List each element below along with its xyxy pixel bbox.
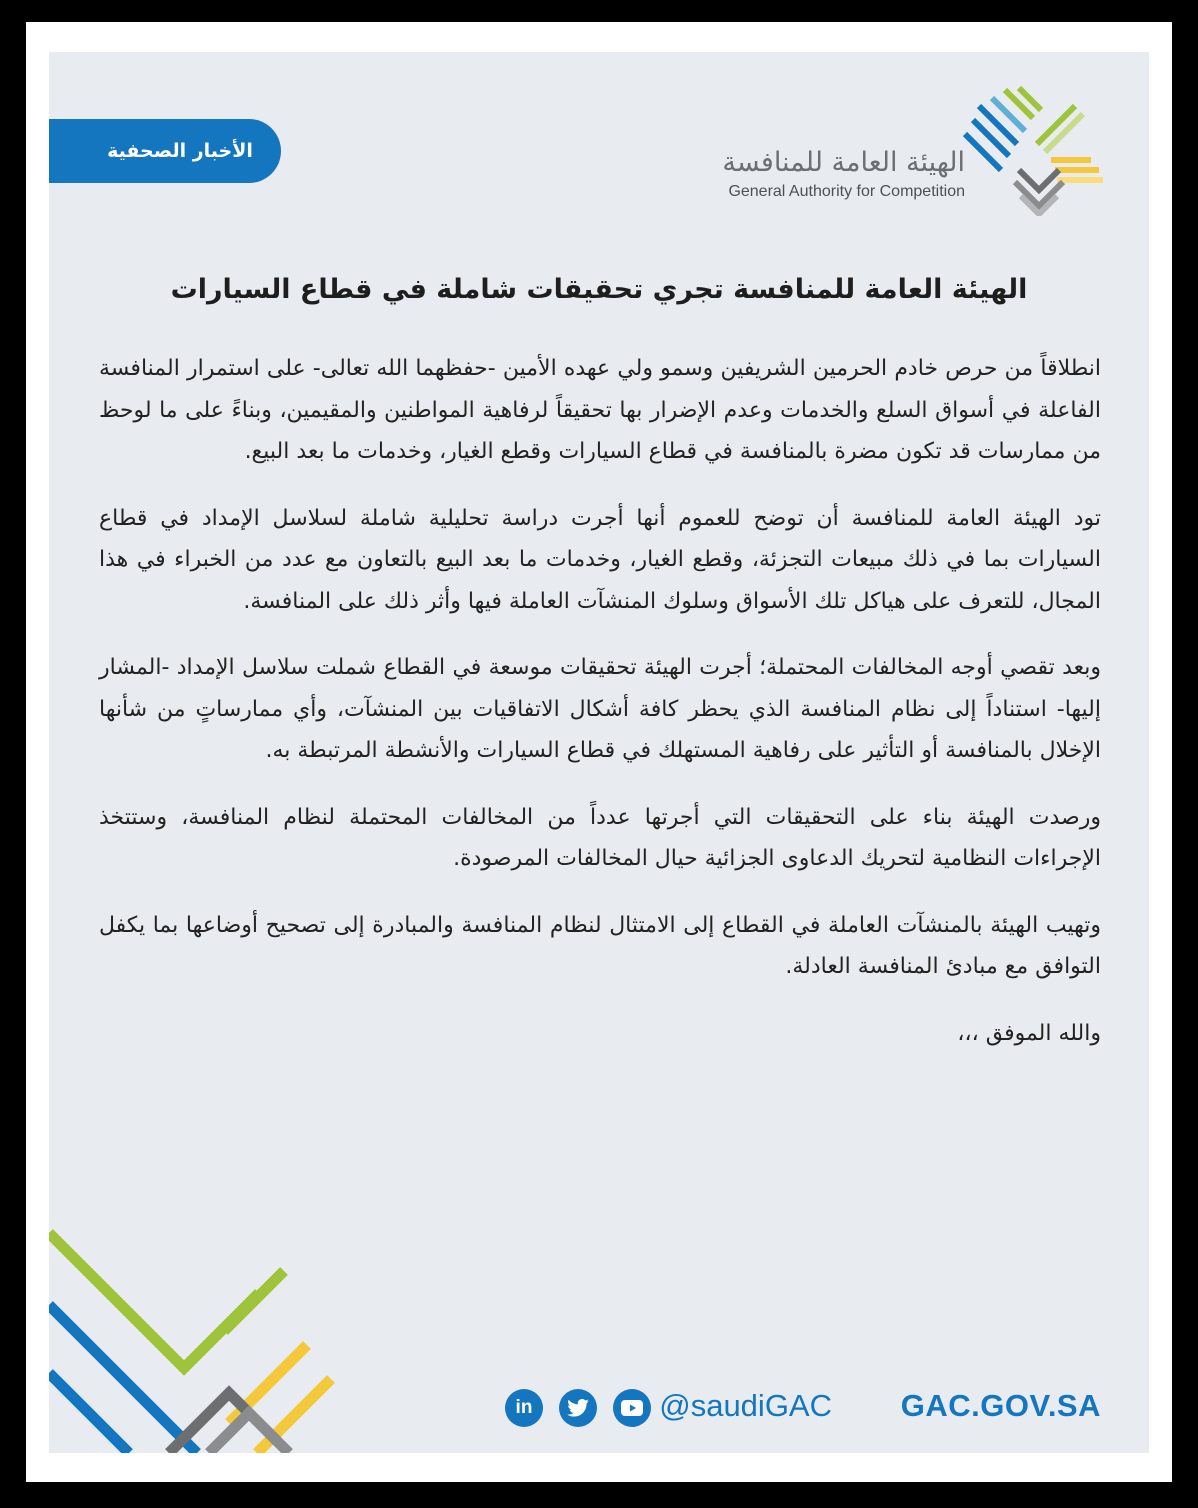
footer-bar (49, 1384, 1149, 1434)
press-release-page (49, 52, 1149, 1453)
linkedin-glyph: in (515, 1397, 533, 1418)
paragraph: انطلاقاً من حرص خادم الحرمين الشريفين وسمو ولي عهده الأمين -حفظهما الله تعالى- على استمرار المنافسة الفاعلة في أسواق السلع والخدمات وعدم الإضرار بها تحقيقاً لرفاهية المواطنين والمقيمين، وبناءً على ما لوحظ من ممارسات قد تكون مضرة بالمنافسة في قطاع السيارات وقطع الغيار، وخدمات ما بعد البيع. (99, 356, 1101, 464)
closing-line: والله الموفق ،،، (957, 1020, 1101, 1046)
brand-name-english: General Authority for Competition (728, 183, 965, 200)
youtube-icon[interactable] (613, 1389, 651, 1427)
social-handle[interactable]: @saudiGAC (659, 1388, 832, 1423)
youtube-play-icon (621, 1400, 643, 1416)
brand-name (722, 147, 965, 203)
website-link[interactable]: GAC.GOV.SA (900, 1388, 1101, 1423)
twitter-bird-icon (567, 1399, 589, 1417)
gac-logo-icon (959, 86, 1109, 216)
article-body (99, 348, 1101, 1079)
brand-name-arabic: الهيئة العامة للمنافسة (722, 147, 965, 178)
paragraph: وبعد تقصي أوجه المخالفات المحتملة؛ أجرت الهيئة تحقيقات موسعة في القطاع شملت سلاسل الإمداد -المشار إليها- استناداً إلى نظام المنافسة الذي يحظر كافة أشكال الاتفاقيات بين المنشآت، وأي ممارساتٍ من شأنها الإخلال بالمنافسة أو التأثير على رفاهية المستهلك في قطاع السيارات والأنشطة المرتبطة به. (99, 655, 1101, 763)
twitter-icon[interactable] (559, 1389, 597, 1427)
badge-label: الأخبار الصحفية (107, 140, 253, 162)
document-frame (26, 22, 1172, 1482)
paragraph: وتهيب الهيئة بالمنشآت العاملة في القطاع إلى الامتثال لنظام المنافسة والمبادرة إلى تصحيح أوضاعها بما يكفل التوافق مع مبادئ المنافسة العادلة. (99, 912, 1101, 979)
page-title: الهيئة العامة للمنافسة تجري تحقيقات شاملة في قطاع السيارات (170, 274, 1028, 305)
press-news-badge (49, 119, 281, 183)
paragraph: تود الهيئة العامة للمنافسة أن توضح للعموم أنها أجرت دراسة تحليلية شاملة لسلاسل الإمداد في قطاع السيارات بما في ذلك مبيعات التجزئة، وقطع الغيار، وخدمات ما بعد البيع بالتعاون مع عدد من الخبراء في هذا المجال، للتعرف على هياكل تلك الأسواق وسلوك المنشآت العاملة فيها وأثر ذلك على المنافسة. (99, 505, 1101, 614)
linkedin-icon[interactable] (505, 1389, 543, 1427)
paragraph: ورصدت الهيئة بناء على التحقيقات التي أجرتها عدداً من المخالفات المحتملة لنظام المنافسة، وستتخذ الإجراءات النظامية لتحريك الدعاوى الجزائية حيال المخالفات المرصودة. (99, 804, 1101, 871)
